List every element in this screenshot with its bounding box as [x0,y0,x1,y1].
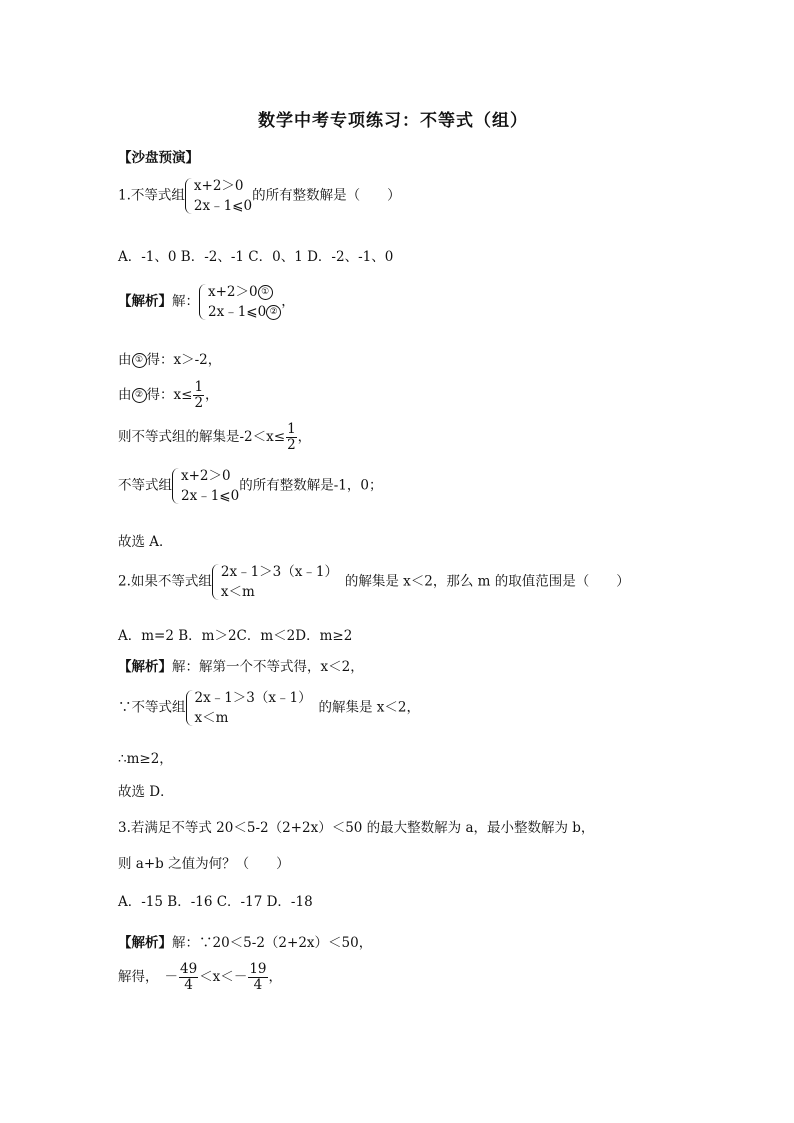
question-1 [118,176,401,216]
system-row: x＜m [220,584,255,600]
step-1: 由 ① 得：x＞-2， [118,352,222,368]
fraction: $\frac{49}{4}$ [180,961,198,993]
fraction: $\frac{19}{4}$ [249,961,267,993]
question-2-options: A．m=2 B．m＞2C．m＜2D．m≥2 [118,628,353,644]
system-row: 2x﹣1⩽0 [193,198,253,214]
solution-comma: ， [281,293,295,310]
solution-label: 【解析】 [118,659,172,675]
step-4-system [172,466,239,506]
circled-two-icon: ② [132,388,147,403]
question-1-suffix: 的所有整数解是（ ） [252,187,401,204]
question-3-line-1: 3.若满足不等式 20＜5-2（2+2x）＜50 的最大整数解为 a，最小整数解为 b， [118,820,595,836]
question-2-solution: 【解析】解：解第一个不等式得，x＜2， [118,659,364,675]
solution-label: 【解析】 [118,293,172,310]
question-3-options: A．-15 B．-16 C．-17 D．-18 [118,894,313,910]
system-row: x+2＞0 ① [208,282,281,302]
system-row: x＜m [194,710,229,726]
question-2-system [212,562,345,602]
system-row: 2x﹣1＞3（x﹣1） [220,564,338,580]
question-1-prefix: 1.不等式组 [118,187,185,204]
question-2-step-2: ∴m≥2， [118,751,173,767]
question-2-step: ∵不等式组 2x﹣1＞3（x﹣1） x＜m 的解集是 x＜2， [118,690,420,726]
solution-label: 【解析】 [118,935,172,951]
solution-prefix: 解： [172,293,199,310]
circled-two-icon: ② [266,305,281,320]
fraction: $\frac{1}{2}$ [287,421,296,453]
question-3-line-2: 则 a+b 之值为何？（ ） [118,856,290,872]
step-4: 不等式组 x+2＞0 2x﹣1⩽0 的所有整数解是-1，0； [118,468,383,504]
step-2: 由 ② 得：x≤ $\frac{1}{2}$ ， [118,379,219,411]
system-row: 2x﹣1⩽0 [181,488,240,504]
page-title: 数学中考专项练习：不等式（组） [258,111,528,131]
question-2: 2.如果不等式组 2x﹣1＞3（x﹣1） x＜m 的解集是 x＜2，那么 m 的取值范围是（ ） [118,564,630,600]
question-1-answer: 故选 A． [118,534,173,550]
question-3-solution: 【解析】解：∵20＜5-2（2+2x）＜50， [118,935,373,951]
step-3: 则不等式组的解集是-2＜x≤ $\frac{1}{2}$ ， [118,421,312,453]
question-1-options: A．-1、0 B．-2、-1 C．0、1 D．-2、-1、0 [118,249,394,265]
circled-one-icon: ① [132,353,147,368]
system-row: 2x﹣1＞3（x﹣1） [194,690,312,706]
question-1-system [185,176,252,216]
brace-icon [199,284,207,320]
question-2-answer: 故选 D． [118,784,174,800]
brace-icon [212,564,220,600]
question-2-step-system [186,688,319,728]
solution-system [199,282,281,322]
brace-icon [172,468,180,504]
question-1-solution [118,282,295,322]
question-3-result: 解得， － $\frac{49}{4}$ ＜x＜－ $\frac{19}{4}$ ， [118,961,282,993]
brace-icon [186,690,194,726]
brace-icon [185,178,193,214]
system-row: x+2＞0 [193,178,244,194]
fraction: $\frac{1}{2}$ [194,379,204,411]
system-row: x+2＞0 [181,468,231,484]
system-row: 2x﹣1⩽0 ② [208,302,281,322]
section-heading: 【沙盘预演】 [118,150,199,166]
circled-one-icon: ① [258,285,273,300]
